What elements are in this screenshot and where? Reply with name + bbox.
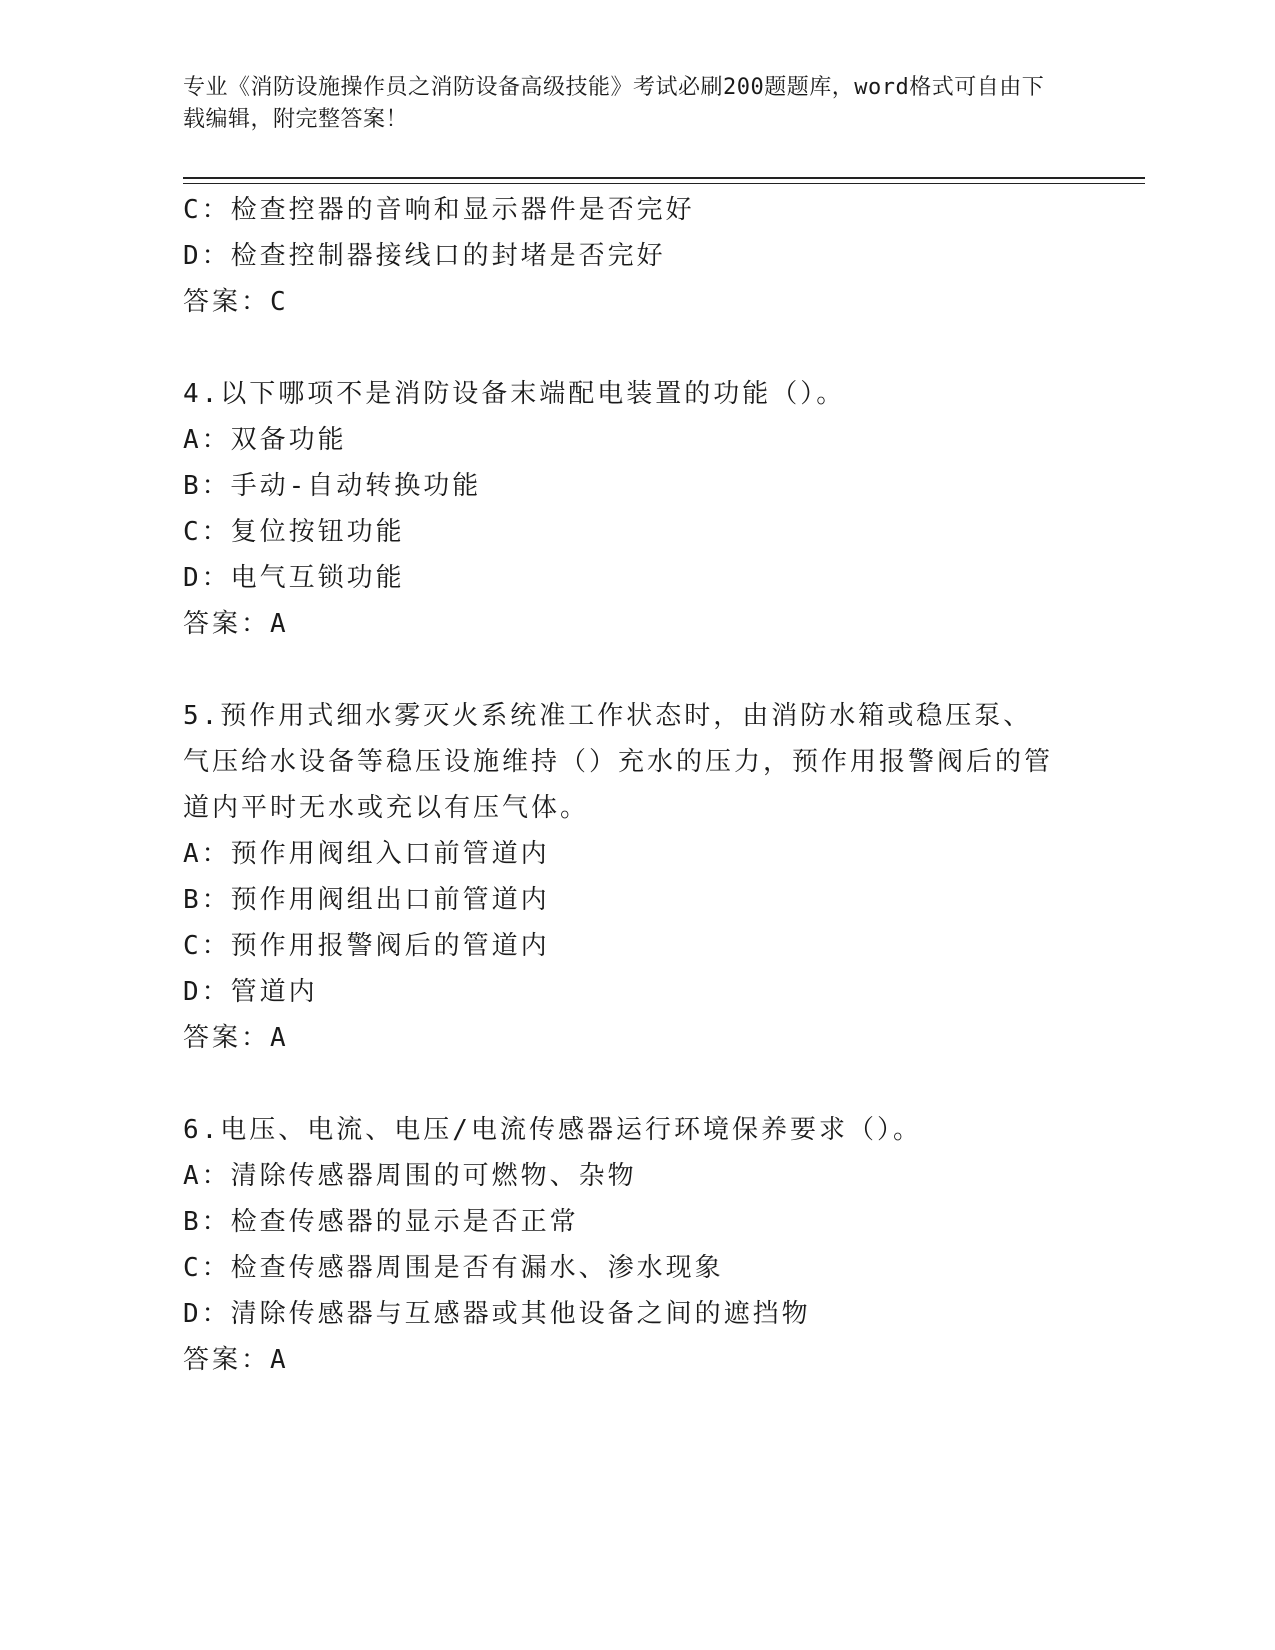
question-4 — [183, 371, 1063, 647]
question-stem: 5.预作用式细水雾灭火系统准工作状态时，由消防水箱或稳压泵、气压给水设备等稳压设施维持（）充水的压力，预作用报警阀后的管道内平时无水或充以有压气体。 — [183, 701, 1054, 823]
option-a: A：清除传感器周围的可燃物、杂物 — [183, 1161, 637, 1191]
option-c: C：预作用报警阀后的管道内 — [183, 931, 550, 961]
answer-label: 答案：A — [183, 1023, 289, 1053]
answer-label: 答案：A — [183, 1345, 289, 1375]
question-6 — [183, 1107, 1063, 1383]
option-b: B：预作用阀组出口前管道内 — [183, 885, 550, 915]
question-stem: 6.电压、电流、电压/电流传感器运行环境保养要求（）。 — [183, 1115, 922, 1145]
option-a: A：双备功能 — [183, 425, 347, 455]
header-rule-thin — [183, 183, 1145, 184]
option-b: B：检查传感器的显示是否正常 — [183, 1207, 579, 1237]
question-list — [183, 187, 1063, 1383]
spacer — [183, 1061, 1063, 1107]
option-d: D：管道内 — [183, 977, 318, 1007]
option-c: C：复位按钮功能 — [183, 517, 405, 547]
option-a: A：预作用阀组入口前管道内 — [183, 839, 550, 869]
answer-label: 答案：A — [183, 609, 289, 639]
document-header: 专业《消防设施操作员之消防设备高级技能》考试必刷200题题库，word格式可自由下载编辑，附完整答案！ — [183, 75, 1045, 132]
option-d: D：检查控制器接线口的封堵是否完好 — [183, 241, 666, 271]
question-5 — [183, 693, 1063, 1061]
option-b: B：手动-自动转换功能 — [183, 471, 482, 501]
option-d: D：电气互锁功能 — [183, 563, 405, 593]
spacer — [183, 325, 1063, 371]
option-d: D：清除传感器与互感器或其他设备之间的遮挡物 — [183, 1299, 811, 1329]
option-c: C：检查传感器周围是否有漏水、渗水现象 — [183, 1253, 724, 1283]
question-stem: 4.以下哪项不是消防设备末端配电装置的功能（）。 — [183, 379, 846, 409]
answer-label: 答案：C — [183, 287, 289, 317]
spacer — [183, 647, 1063, 693]
option-c: C：检查控器的音响和显示器件是否完好 — [183, 195, 695, 225]
question-3-tail — [183, 187, 1063, 325]
header-rule-thick — [183, 177, 1145, 179]
